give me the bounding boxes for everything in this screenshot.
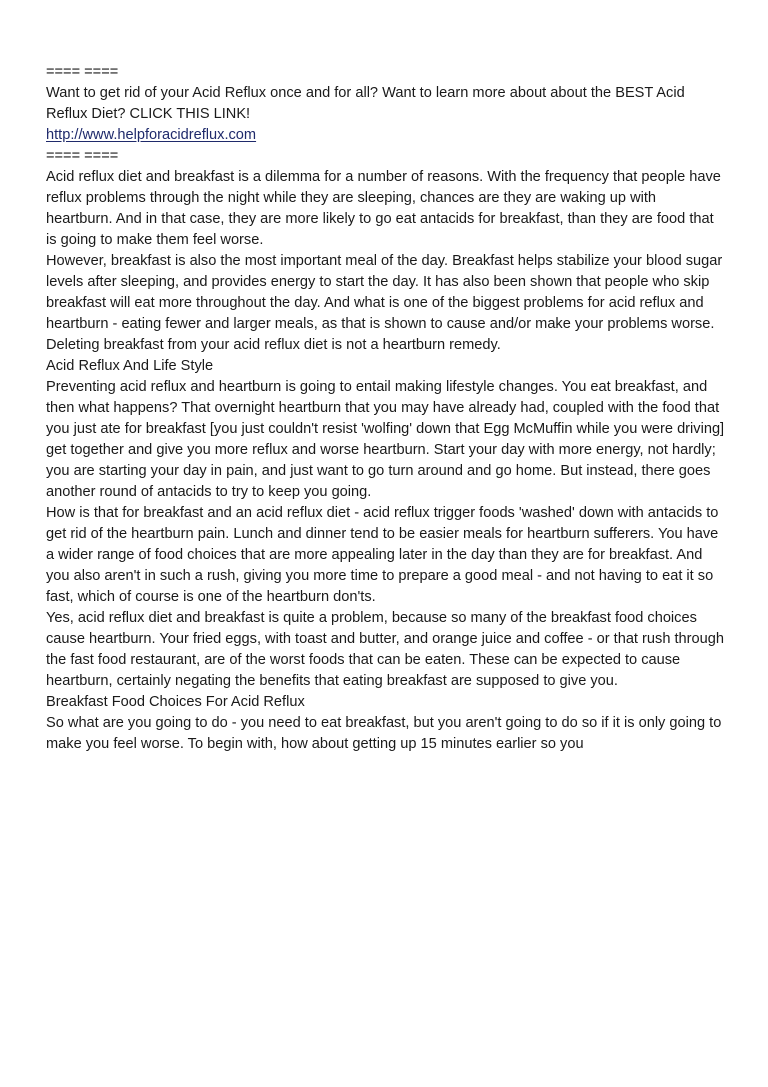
paragraph-lifestyle: Preventing acid reflux and heartburn is going to entail making lifestyle changes. You eat breakfast, and then what happens? That overnight heartburn that you may have already had, coupled with the food that you just ate for breakfast [you just couldn't resist 'wolfing' down that Egg McMuffin while you were driving] get together and give you more reflux and worse heartburn. Start your day with more energy, not hardly; you are starting your day in pain, and just want to go turn around and go home. But instead, there goes another round of antacids to try to keep you going. [46,379,725,500]
paragraph-intro: Acid reflux diet and breakfast is a dilemma for a number of reasons. With the frequency that people have reflux problems through the night while they are sleeping, chances are they are waking up with heartburn. And in that case, they are more likely to go eat antacids for breakfast, than they are food that is going to make them feel worse. [46,169,721,248]
promo-message: Want to get rid of your Acid Reflux once and for all? Want to learn more about about the BEST Acid Reflux Diet? CLICK THIS LINK! [46,85,685,122]
document-page [46,62,726,755]
promo-link[interactable]: http://www.helpforacidreflux.com [46,127,257,143]
section-heading-lifestyle: Acid Reflux And Life Style [46,358,214,374]
separator-bottom: ==== ==== [46,148,119,164]
promo-text [46,83,726,146]
paragraph-problem: Yes, acid reflux diet and breakfast is quite a problem, because so many of the breakfast food choices cause heartburn. Your fried eggs, with toast and butter, and orange juice and coffee - or that rush through the fast food restaurant, are of the worst foods that can be eaten. These can be expected to cause heartburn, certainly negating the benefits that eating breakfast are supposed to give you. [46,610,724,689]
section-heading-food-choices: Breakfast Food Choices For Acid Reflux [46,694,305,710]
paragraph-last: So what are you going to do - you need to eat breakfast, but you aren't going to do so if it is only going to make you feel worse. To begin with, how about getting up 15 minutes earlier so you [46,715,722,752]
paragraph-diet-breakfast: How is that for breakfast and an acid reflux diet - acid reflux trigger foods 'washed' down with antacids to get rid of the heartburn pain. Lunch and dinner tend to be easier meals for heartburn sufferers. You have a wider range of food choices that are more appealing later in the day than they are for breakfast. And you also aren't in such a rush, giving you more time to prepare a good meal - and not having to eat it so fast, which of course is one of the heartburn don'ts. [46,505,719,605]
paragraph-breakfast-importance: However, breakfast is also the most important meal of the day. Breakfast helps stabilize your blood sugar levels after sleeping, and provides energy to start the day. It has also been shown that people who skip breakfast will eat more throughout the day. And what is one of the biggest problems for acid reflux and heartburn - eating fewer and larger meals, as that is shown to cause and/or make your problems worse. Deleting breakfast from your acid reflux diet is not a heartburn remedy. [46,253,723,353]
separator-top: ==== ==== [46,64,119,80]
